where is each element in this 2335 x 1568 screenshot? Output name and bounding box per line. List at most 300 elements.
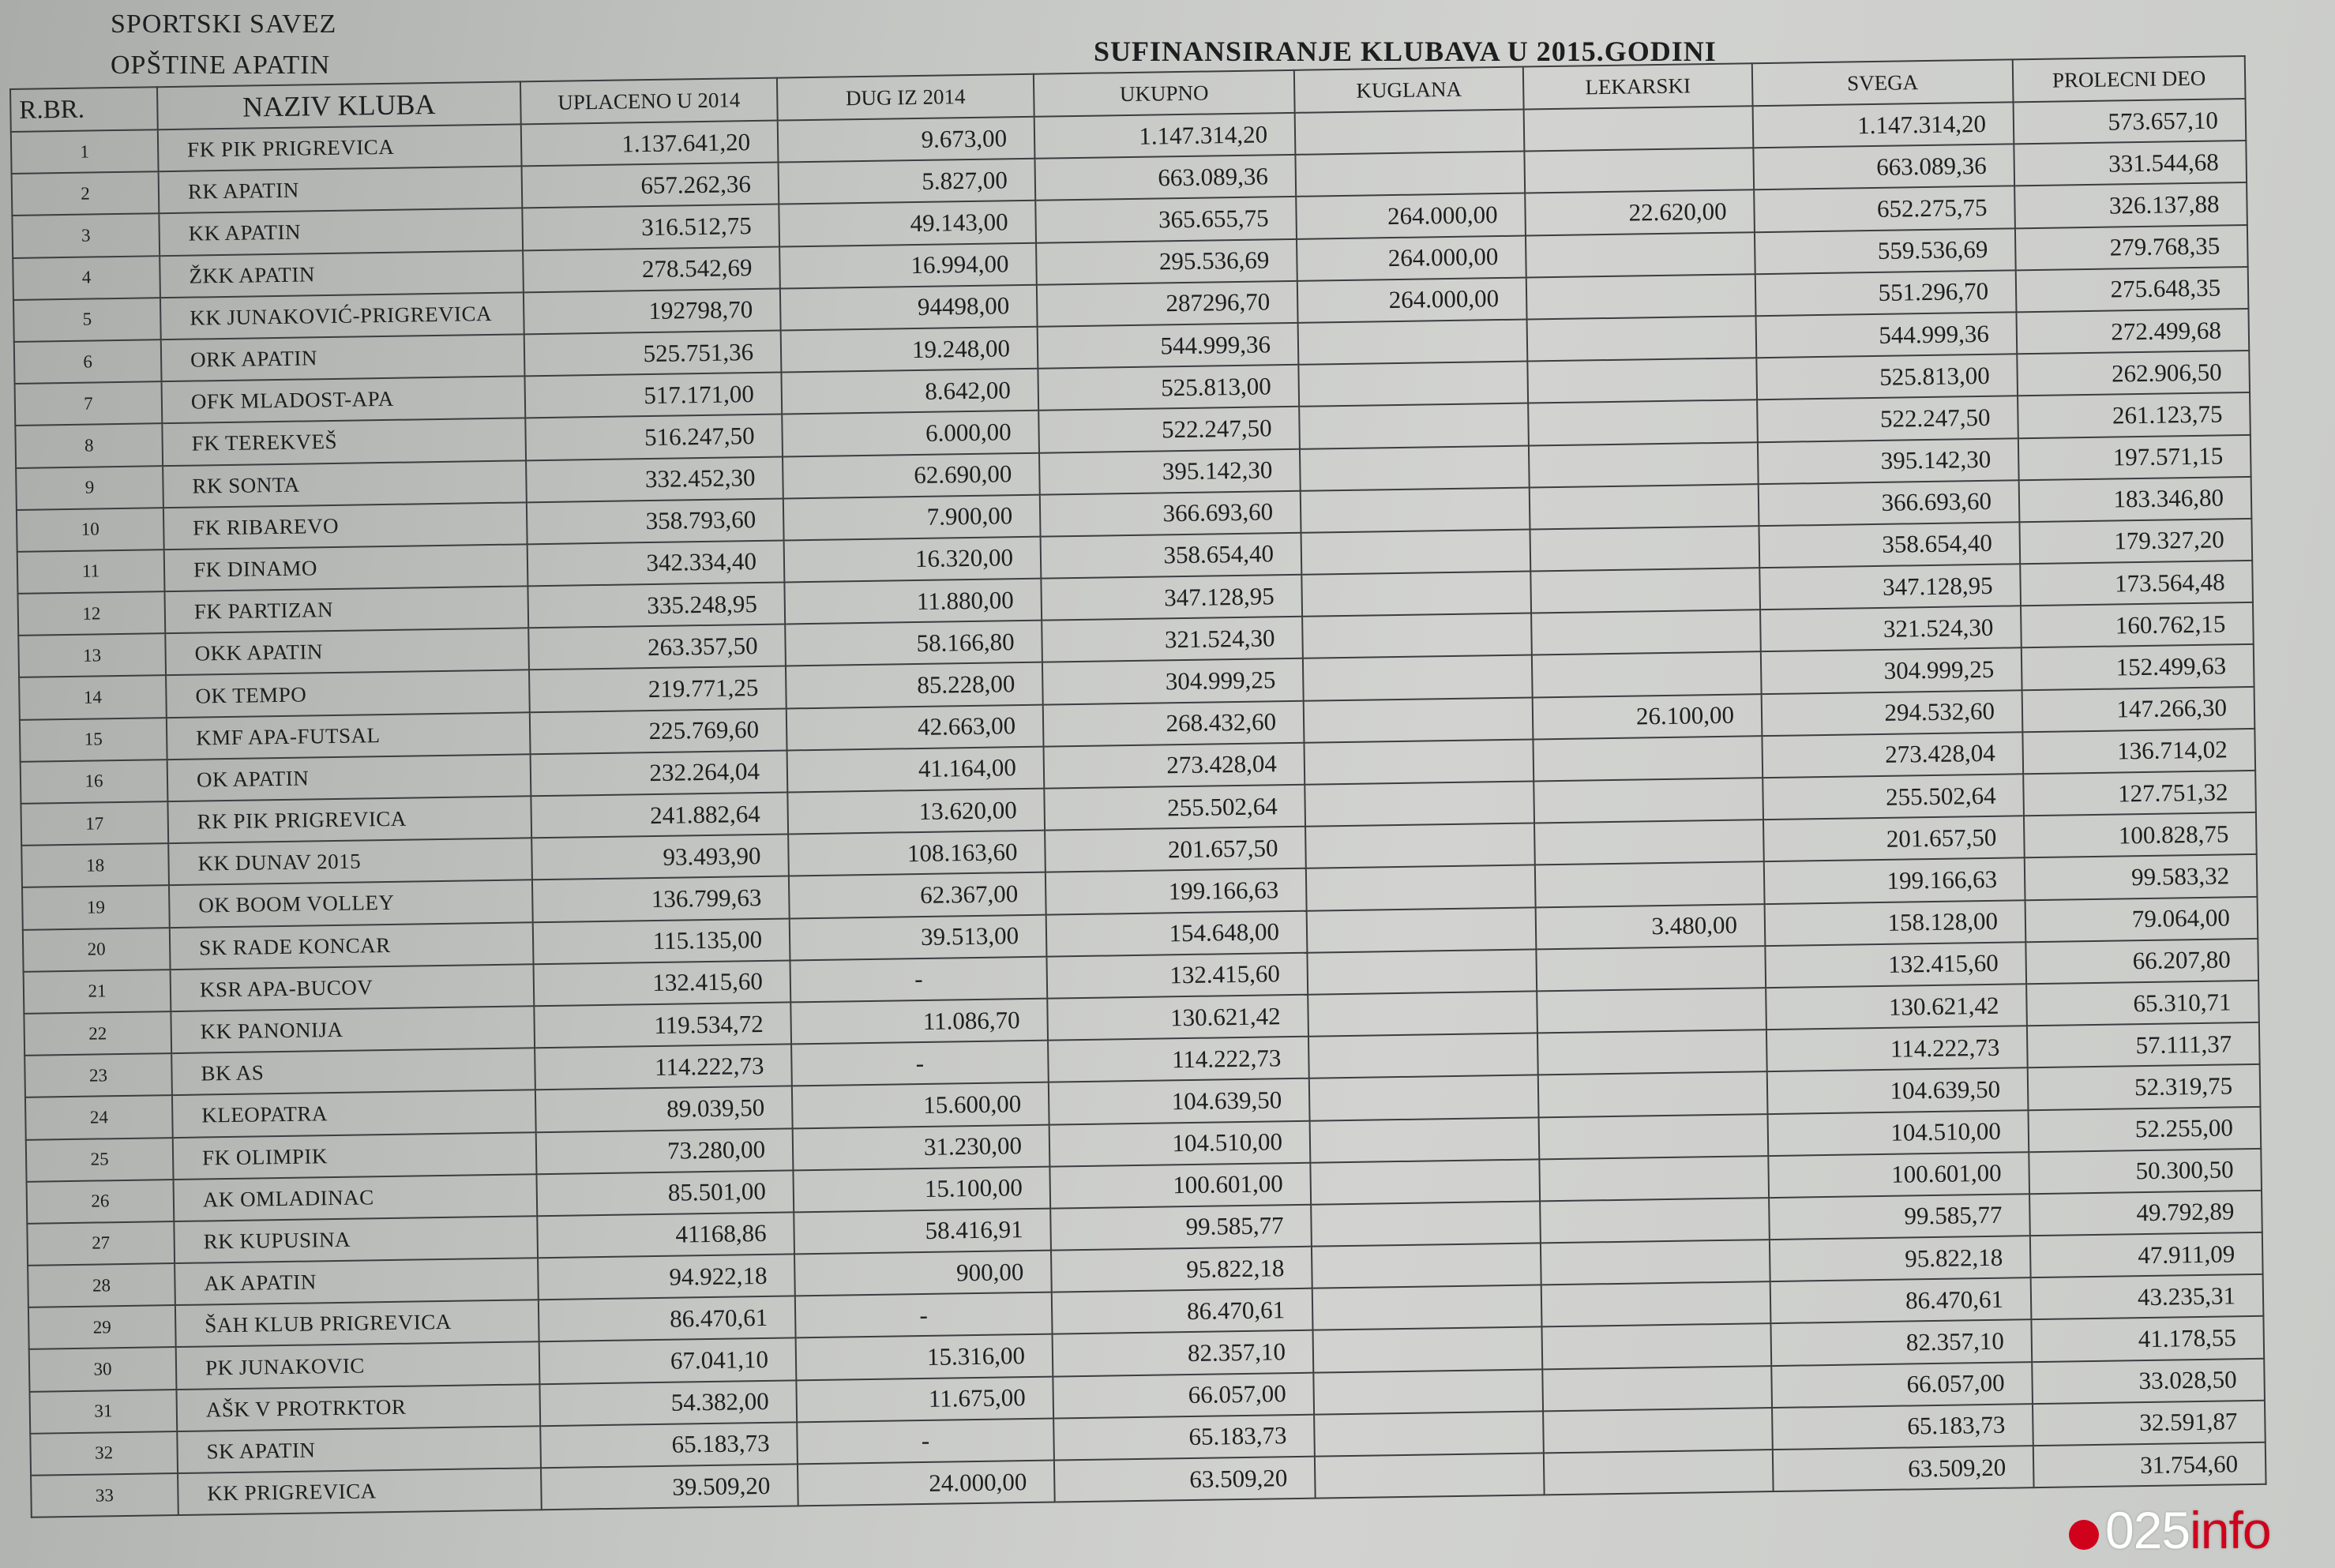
cell-svega: 132.415,60 bbox=[1765, 942, 2026, 988]
cell-lekarski bbox=[1532, 652, 1762, 697]
cell-dug: 5.827,00 bbox=[778, 159, 1035, 204]
cell-svega: 99.585,77 bbox=[1769, 1194, 2030, 1240]
cell-lekarski bbox=[1542, 1366, 1772, 1411]
cell-dug: 85.228,00 bbox=[786, 662, 1043, 708]
header-dug: DUG IZ 2014 bbox=[777, 74, 1034, 121]
watermark-logo bbox=[2069, 1500, 2271, 1560]
cell-lekarski bbox=[1524, 148, 1754, 193]
cell-prolecni: 52.319,75 bbox=[2028, 1064, 2261, 1110]
cell-ukupno: 295.536,69 bbox=[1036, 238, 1297, 284]
cell-ukupno: 65.183,73 bbox=[1053, 1414, 1315, 1460]
cell-rb: 3 bbox=[12, 214, 160, 258]
cell-ukupno: 130.621,42 bbox=[1047, 995, 1308, 1041]
cell-lekarski bbox=[1530, 526, 1759, 571]
cell-svega: 321.524,30 bbox=[1760, 606, 2022, 652]
cell-rb: 24 bbox=[25, 1095, 173, 1139]
cell-kuglana: 264.000,00 bbox=[1296, 193, 1526, 238]
cell-dug: 42.663,00 bbox=[786, 704, 1044, 750]
cell-name: OK BOOM VOLLEY bbox=[169, 880, 533, 928]
cell-name: FK RIBAREVO bbox=[163, 502, 527, 550]
cell-rb: 16 bbox=[21, 760, 168, 804]
cell-dug: 16.320,00 bbox=[784, 537, 1042, 583]
cell-rb: 28 bbox=[28, 1263, 175, 1307]
header-prolecni: PROLECNI DEO bbox=[2013, 56, 2246, 102]
cell-rb: 20 bbox=[23, 928, 171, 972]
cell-uplaceno: 192798,70 bbox=[524, 288, 781, 334]
cell-lekarski: 22.620,00 bbox=[1525, 190, 1755, 235]
cell-svega: 63.509,20 bbox=[1773, 1446, 2034, 1491]
cell-kuglana bbox=[1298, 319, 1528, 364]
cell-uplaceno: 219.771,25 bbox=[529, 666, 786, 712]
cell-rb: 30 bbox=[29, 1347, 177, 1391]
cell-dug: 11.675,00 bbox=[796, 1376, 1053, 1422]
cell-uplaceno: 136.799,63 bbox=[532, 876, 790, 922]
cell-lekarski bbox=[1538, 1071, 1768, 1116]
cell-uplaceno: 93.493,90 bbox=[531, 835, 789, 880]
cell-ukupno: 82.357,10 bbox=[1053, 1330, 1314, 1376]
cell-lekarski bbox=[1543, 1408, 1773, 1453]
cell-rb: 6 bbox=[14, 339, 162, 384]
cell-lekarski bbox=[1536, 946, 1766, 991]
cell-kuglana bbox=[1302, 613, 1532, 658]
cell-name: SK RADE KONCAR bbox=[170, 922, 534, 970]
cell-svega: 347.128,95 bbox=[1759, 564, 2021, 610]
cell-lekarski bbox=[1524, 106, 1754, 151]
cell-name: KSR APA-BUCOV bbox=[171, 964, 535, 1011]
cell-prolecni: 47.911,09 bbox=[2030, 1232, 2263, 1278]
cell-ukupno: 366.693,60 bbox=[1040, 490, 1301, 536]
cell-rb: 18 bbox=[21, 843, 169, 887]
cell-name: AK OMLADINAC bbox=[174, 1174, 538, 1221]
cell-kuglana bbox=[1295, 152, 1525, 197]
cell-kuglana bbox=[1305, 823, 1535, 868]
cell-uplaceno: 132.415,60 bbox=[534, 960, 791, 1006]
cell-lekarski bbox=[1534, 820, 1764, 865]
cell-uplaceno: 65.183,73 bbox=[540, 1422, 798, 1468]
cell-uplaceno: 241.882,64 bbox=[531, 792, 788, 838]
cell-ukupno: 395.142,30 bbox=[1039, 448, 1301, 494]
cell-uplaceno: 525.751,36 bbox=[524, 330, 782, 376]
cell-rb: 31 bbox=[29, 1390, 177, 1434]
cell-uplaceno: 67.041,10 bbox=[539, 1338, 797, 1384]
cell-dug: 31.230,00 bbox=[793, 1124, 1050, 1170]
cell-uplaceno: 85.501,00 bbox=[536, 1170, 794, 1216]
cell-uplaceno: 39.509,20 bbox=[541, 1464, 798, 1510]
cell-uplaceno: 115.135,00 bbox=[533, 918, 790, 964]
cell-prolecni: 197.571,15 bbox=[2018, 434, 2251, 480]
cell-prolecni: 100.828,75 bbox=[2024, 812, 2257, 858]
cell-dug: 900,00 bbox=[794, 1251, 1052, 1296]
cell-name: KK PRIGREVICA bbox=[178, 1468, 542, 1515]
cell-lekarski bbox=[1527, 358, 1757, 403]
cell-ukupno: 1.147.314,20 bbox=[1034, 113, 1296, 159]
cell-lekarski bbox=[1539, 1114, 1769, 1159]
cell-lekarski bbox=[1540, 1198, 1770, 1243]
cell-kuglana bbox=[1301, 487, 1530, 532]
org-name-line2: OPŠTINE APATIN bbox=[111, 51, 331, 80]
cell-name: SK APATIN bbox=[177, 1426, 541, 1473]
cell-kuglana bbox=[1313, 1327, 1543, 1372]
cell-prolecni: 66.207,80 bbox=[2025, 939, 2258, 985]
cell-svega: 395.142,30 bbox=[1758, 438, 2019, 484]
cell-kuglana bbox=[1312, 1285, 1542, 1330]
cell-svega: 100.601,00 bbox=[1768, 1152, 2029, 1198]
cell-kuglana bbox=[1315, 1453, 1545, 1498]
header-naziv-kluba: NAZIV KLUBA bbox=[157, 81, 521, 129]
cell-kuglana bbox=[1314, 1411, 1544, 1456]
cell-prolecni: 279.768,35 bbox=[2015, 225, 2248, 271]
cell-lekarski bbox=[1526, 274, 1756, 319]
cell-dug: 94498,00 bbox=[780, 284, 1038, 330]
cell-uplaceno: 94.922,18 bbox=[538, 1254, 795, 1300]
cell-prolecni: 99.583,32 bbox=[2025, 854, 2258, 900]
cell-kuglana bbox=[1303, 655, 1533, 700]
cell-lekarski bbox=[1537, 1030, 1767, 1075]
cell-ukupno: 199.166,63 bbox=[1045, 868, 1307, 914]
cell-dug: 62.690,00 bbox=[783, 452, 1040, 498]
cell-rb: 27 bbox=[27, 1221, 175, 1266]
cell-name: OKK APATIN bbox=[165, 628, 529, 676]
cell-lekarski bbox=[1541, 1281, 1771, 1326]
cell-name: OFK MLADOST-APA bbox=[162, 376, 526, 423]
cell-lekarski bbox=[1531, 610, 1761, 655]
cell-prolecni: 573.657,10 bbox=[2014, 99, 2247, 144]
red-dot-icon bbox=[2069, 1520, 2099, 1550]
cell-prolecni: 127.751,32 bbox=[2023, 771, 2256, 816]
cell-kuglana bbox=[1307, 907, 1537, 952]
cell-name: BK AS bbox=[171, 1048, 535, 1095]
cell-name: RK PIK PRIGREVICA bbox=[167, 796, 531, 843]
cell-svega: 199.166,63 bbox=[1764, 858, 2025, 904]
header-ukupno: UKUPNO bbox=[1034, 70, 1295, 117]
header-kuglana: KUGLANA bbox=[1294, 67, 1524, 113]
cell-uplaceno: 335.248,95 bbox=[527, 583, 785, 628]
cell-svega: 304.999,25 bbox=[1761, 648, 2022, 694]
cell-rb: 13 bbox=[18, 633, 166, 677]
cell-name: KMF APA-FUTSAL bbox=[167, 712, 531, 760]
cell-ukupno: 201.657,50 bbox=[1045, 827, 1306, 872]
cell-uplaceno: 657.262,36 bbox=[522, 163, 779, 208]
cell-ukupno: 114.222,73 bbox=[1048, 1037, 1309, 1082]
cell-ukupno: 95.822,18 bbox=[1051, 1247, 1312, 1292]
cell-kuglana bbox=[1304, 739, 1534, 784]
cell-kuglana bbox=[1308, 1033, 1538, 1078]
cell-name: OK TEMPO bbox=[166, 670, 530, 718]
cell-uplaceno: 316.512,75 bbox=[522, 204, 779, 250]
cell-uplaceno: 278.542,69 bbox=[523, 246, 780, 292]
cell-uplaceno: 41168,86 bbox=[537, 1212, 794, 1258]
cell-kuglana bbox=[1295, 110, 1525, 155]
header-lekarski: LEKARSKI bbox=[1523, 63, 1753, 109]
cell-svega: 82.357,10 bbox=[1770, 1320, 2032, 1366]
cell-prolecni: 152.499,63 bbox=[2022, 644, 2254, 690]
cell-svega: 652.275,75 bbox=[1754, 186, 2015, 232]
cell-svega: 66.057,00 bbox=[1771, 1362, 2033, 1408]
cell-name: RK APATIN bbox=[159, 167, 523, 214]
cell-uplaceno: 119.534,72 bbox=[534, 1002, 791, 1048]
cell-rb: 4 bbox=[13, 256, 160, 300]
cell-rb: 9 bbox=[16, 466, 163, 510]
cell-uplaceno: 73.280,00 bbox=[536, 1128, 794, 1174]
cell-name: FK OLIMPIK bbox=[173, 1132, 537, 1180]
logo-prefix: 025 bbox=[2105, 1501, 2190, 1559]
cell-ukupno: 273.428,04 bbox=[1044, 743, 1305, 789]
cell-uplaceno: 263.357,50 bbox=[528, 625, 786, 670]
cell-ukupno: 304.999,25 bbox=[1042, 658, 1304, 704]
cell-prolecni: 272.499,68 bbox=[2016, 309, 2249, 354]
cell-prolecni: 183.346,80 bbox=[2019, 477, 2252, 523]
cell-lekarski bbox=[1529, 442, 1759, 487]
header-uplaceno: UPLACENO U 2014 bbox=[520, 78, 778, 125]
cell-ukupno: 544.999,36 bbox=[1038, 323, 1299, 369]
cell-rb: 23 bbox=[24, 1053, 172, 1097]
cell-dug: - bbox=[795, 1292, 1053, 1338]
cell-dug: 8.642,00 bbox=[781, 369, 1038, 415]
cell-rb: 25 bbox=[26, 1138, 174, 1182]
cell-rb: 21 bbox=[24, 970, 171, 1014]
cell-rb: 5 bbox=[13, 298, 161, 342]
cell-dug: 62.367,00 bbox=[789, 872, 1046, 918]
cell-dug: 7.900,00 bbox=[783, 494, 1041, 540]
cell-prolecni: 331.544,68 bbox=[2014, 141, 2247, 186]
logo-brand: info bbox=[2190, 1501, 2271, 1559]
cell-rb: 29 bbox=[28, 1305, 176, 1349]
cell-dug: 13.620,00 bbox=[787, 789, 1045, 835]
cell-prolecni: 275.648,35 bbox=[2016, 267, 2249, 313]
cell-uplaceno: 225.769,60 bbox=[530, 708, 787, 754]
cell-kuglana: 264.000,00 bbox=[1297, 277, 1527, 322]
cell-prolecni: 147.266,30 bbox=[2022, 687, 2255, 733]
cell-svega: 104.639,50 bbox=[1767, 1068, 2029, 1114]
cell-ukupno: 104.639,50 bbox=[1049, 1078, 1310, 1124]
cell-svega: 551.296,70 bbox=[1755, 270, 2017, 316]
cell-kuglana bbox=[1306, 865, 1536, 910]
cell-lekarski bbox=[1544, 1450, 1774, 1495]
cell-uplaceno: 342.334,40 bbox=[527, 540, 785, 586]
cell-dug: 58.416,91 bbox=[794, 1208, 1051, 1254]
cell-kuglana bbox=[1312, 1243, 1541, 1288]
cell-name: KK PANONIJA bbox=[171, 1006, 535, 1053]
cell-dug: 9.673,00 bbox=[778, 117, 1035, 163]
cell-ukupno: 268.432,60 bbox=[1043, 700, 1305, 746]
cell-name: ŽKK APATIN bbox=[160, 250, 524, 298]
cell-name: FK PARTIZAN bbox=[164, 586, 528, 633]
cell-uplaceno: 54.382,00 bbox=[539, 1380, 797, 1426]
cell-svega: 201.657,50 bbox=[1763, 816, 2025, 861]
cell-dug: 16.994,00 bbox=[779, 242, 1037, 288]
cell-ukupno: 365.655,75 bbox=[1035, 197, 1297, 242]
cell-svega: 559.536,69 bbox=[1755, 228, 2016, 274]
cell-kuglana bbox=[1300, 445, 1530, 490]
cell-lekarski bbox=[1541, 1240, 1770, 1285]
cell-rb: 12 bbox=[17, 591, 165, 636]
cell-ukupno: 358.654,40 bbox=[1041, 533, 1302, 579]
cell-prolecni: 326.137,88 bbox=[2014, 182, 2247, 228]
cell-ukupno: 99.585,77 bbox=[1050, 1205, 1312, 1251]
cell-ukupno: 347.128,95 bbox=[1041, 575, 1302, 621]
cell-svega: 366.693,60 bbox=[1759, 480, 2020, 526]
cell-lekarski: 3.480,00 bbox=[1536, 904, 1766, 949]
cell-uplaceno: 332.452,30 bbox=[526, 456, 783, 502]
cell-svega: 522.247,50 bbox=[1757, 396, 2018, 442]
cell-kuglana bbox=[1310, 1117, 1540, 1162]
cell-ukupno: 132.415,60 bbox=[1046, 952, 1308, 998]
cell-dug: - bbox=[790, 956, 1047, 1002]
cell-name: AK APATIN bbox=[175, 1258, 539, 1305]
cell-rb: 33 bbox=[31, 1473, 178, 1517]
cell-name: KK JUNAKOVIĆ-PRIGREVICA bbox=[160, 292, 524, 339]
cell-uplaceno: 232.264,04 bbox=[531, 750, 788, 796]
cell-prolecni: 31.754,60 bbox=[2033, 1442, 2266, 1488]
cell-dug: 49.143,00 bbox=[779, 201, 1036, 246]
cell-kuglana bbox=[1308, 991, 1537, 1036]
cell-lekarski bbox=[1539, 1156, 1769, 1201]
cell-prolecni: 262.906,50 bbox=[2017, 351, 2250, 396]
cell-ukupno: 104.510,00 bbox=[1049, 1120, 1311, 1166]
cell-dug: 19.248,00 bbox=[781, 327, 1038, 373]
cell-prolecni: 160.762,15 bbox=[2021, 602, 2254, 648]
cell-svega: 130.621,42 bbox=[1766, 984, 2027, 1030]
cell-rb: 2 bbox=[12, 171, 160, 216]
cell-name: FK DINAMO bbox=[164, 544, 528, 591]
cell-svega: 294.532,60 bbox=[1762, 690, 2023, 736]
cell-rb: 8 bbox=[15, 423, 163, 467]
cell-name: FK TEREKVEŠ bbox=[162, 418, 526, 466]
cell-kuglana bbox=[1311, 1201, 1541, 1246]
cell-dug: - bbox=[791, 1041, 1049, 1086]
cell-name: AŠK V PROTRKTOR bbox=[176, 1384, 540, 1431]
cell-name: KK APATIN bbox=[159, 208, 523, 256]
cell-dug: 15.316,00 bbox=[796, 1334, 1053, 1380]
cell-uplaceno: 358.793,60 bbox=[527, 498, 784, 544]
cell-prolecni: 65.310,71 bbox=[2026, 981, 2259, 1026]
cell-ukupno: 287296,70 bbox=[1037, 281, 1298, 327]
cell-prolecni: 261.123,75 bbox=[2018, 392, 2251, 438]
document-title: SUFINANSIRANJE KLUBAVA U 2015.GODINI bbox=[1094, 36, 1717, 67]
cell-dug: 108.163,60 bbox=[788, 831, 1045, 876]
cell-dug: - bbox=[797, 1418, 1054, 1464]
cell-lekarski: 26.100,00 bbox=[1533, 694, 1763, 739]
cell-prolecni: 43.235,31 bbox=[2031, 1274, 2264, 1320]
org-name-line1: SPORTSKI SAVEZ bbox=[111, 9, 337, 39]
cell-dug: 24.000,00 bbox=[798, 1461, 1055, 1506]
cell-svega: 104.510,00 bbox=[1768, 1110, 2029, 1156]
cell-prolecni: 57.111,37 bbox=[2027, 1022, 2260, 1068]
header-rbr: R.BR. bbox=[10, 87, 158, 132]
cell-rb: 10 bbox=[17, 508, 164, 552]
cell-lekarski bbox=[1535, 862, 1765, 907]
cell-svega: 1.147.314,20 bbox=[1753, 102, 2014, 148]
cell-lekarski bbox=[1534, 778, 1763, 823]
cell-prolecni: 50.300,50 bbox=[2029, 1149, 2262, 1195]
cell-rb: 7 bbox=[15, 381, 163, 426]
cell-name: RK KUPUSINA bbox=[174, 1216, 538, 1263]
cell-rb: 1 bbox=[11, 129, 159, 174]
cell-lekarski bbox=[1541, 1324, 1771, 1369]
cell-rb: 15 bbox=[20, 718, 167, 762]
cell-kuglana bbox=[1307, 949, 1537, 994]
cell-name: KLEOPATRA bbox=[172, 1090, 536, 1138]
cell-prolecni: 136.714,02 bbox=[2022, 729, 2255, 775]
cell-ukupno: 321.524,30 bbox=[1042, 617, 1303, 662]
cell-uplaceno: 517.171,00 bbox=[524, 373, 782, 418]
cell-dug: 11.086,70 bbox=[790, 999, 1048, 1045]
header-svega: SVEGA bbox=[1752, 59, 2014, 106]
cell-kuglana bbox=[1313, 1369, 1543, 1414]
cell-lekarski bbox=[1530, 568, 1760, 613]
cell-dug: 58.166,80 bbox=[785, 621, 1042, 666]
cell-name: FK PIK PRIGREVICA bbox=[158, 124, 522, 171]
cell-svega: 158.128,00 bbox=[1765, 900, 2026, 946]
cell-rb: 22 bbox=[24, 1011, 171, 1056]
cell-prolecni: 32.591,87 bbox=[2033, 1401, 2266, 1446]
cell-name: RK SONTA bbox=[163, 460, 527, 508]
cell-dug: 41.164,00 bbox=[787, 746, 1045, 792]
cell-lekarski bbox=[1527, 316, 1757, 361]
cell-kuglana bbox=[1309, 1075, 1539, 1120]
cell-dug: 11.880,00 bbox=[784, 579, 1042, 625]
cell-rb: 14 bbox=[19, 676, 167, 720]
cell-uplaceno: 516.247,50 bbox=[525, 415, 783, 460]
cell-lekarski bbox=[1528, 400, 1758, 445]
cell-svega: 114.222,73 bbox=[1766, 1026, 2028, 1071]
cell-svega: 273.428,04 bbox=[1762, 732, 2023, 778]
cell-name: OK APATIN bbox=[167, 754, 531, 801]
cell-ukupno: 63.509,20 bbox=[1054, 1457, 1316, 1502]
cell-ukupno: 100.601,00 bbox=[1049, 1162, 1311, 1208]
cell-uplaceno: 86.470,61 bbox=[539, 1296, 796, 1342]
cell-prolecni: 79.064,00 bbox=[2025, 896, 2258, 942]
cell-svega: 65.183,73 bbox=[1772, 1404, 2033, 1450]
cell-ukupno: 663.089,36 bbox=[1034, 155, 1296, 201]
cell-kuglana bbox=[1301, 529, 1531, 574]
cell-rb: 17 bbox=[21, 801, 168, 846]
cell-name: KK DUNAV 2015 bbox=[168, 838, 532, 885]
cell-ukupno: 255.502,64 bbox=[1044, 785, 1305, 831]
cell-lekarski bbox=[1526, 232, 1755, 277]
cell-name: PK JUNAKOVIC bbox=[176, 1342, 540, 1390]
cell-rb: 32 bbox=[30, 1431, 178, 1476]
cell-svega: 255.502,64 bbox=[1763, 774, 2024, 820]
cell-dug: 15.100,00 bbox=[793, 1166, 1050, 1212]
cell-rb: 19 bbox=[22, 885, 170, 929]
cell-svega: 544.999,36 bbox=[1756, 312, 2018, 358]
funding-table bbox=[9, 55, 2267, 1518]
cell-kuglana: 264.000,00 bbox=[1297, 235, 1526, 280]
cell-prolecni: 173.564,48 bbox=[2020, 561, 2253, 606]
cell-uplaceno: 114.222,73 bbox=[535, 1045, 792, 1090]
cell-ukupno: 525.813,00 bbox=[1038, 365, 1299, 411]
cell-ukupno: 66.057,00 bbox=[1053, 1372, 1314, 1418]
cell-prolecni: 33.028,50 bbox=[2032, 1358, 2265, 1404]
cell-kuglana bbox=[1310, 1159, 1540, 1204]
cell-ukupno: 522.247,50 bbox=[1038, 407, 1300, 452]
cell-dug: 15.600,00 bbox=[792, 1082, 1049, 1128]
cell-prolecni: 179.327,20 bbox=[2019, 519, 2252, 565]
cell-ukupno: 154.648,00 bbox=[1046, 910, 1308, 956]
cell-svega: 525.813,00 bbox=[1756, 354, 2018, 400]
cell-prolecni: 52.255,00 bbox=[2028, 1106, 2261, 1152]
cell-kuglana bbox=[1298, 362, 1528, 407]
cell-ukupno: 86.470,61 bbox=[1052, 1289, 1313, 1334]
cell-kuglana bbox=[1301, 572, 1531, 617]
cell-svega: 95.822,18 bbox=[1770, 1236, 2031, 1281]
cell-svega: 358.654,40 bbox=[1759, 522, 2020, 568]
cell-svega: 663.089,36 bbox=[1753, 144, 2014, 190]
cell-svega: 86.470,61 bbox=[1770, 1277, 2032, 1323]
cell-kuglana bbox=[1304, 697, 1534, 742]
cell-prolecni: 41.178,55 bbox=[2031, 1316, 2264, 1362]
